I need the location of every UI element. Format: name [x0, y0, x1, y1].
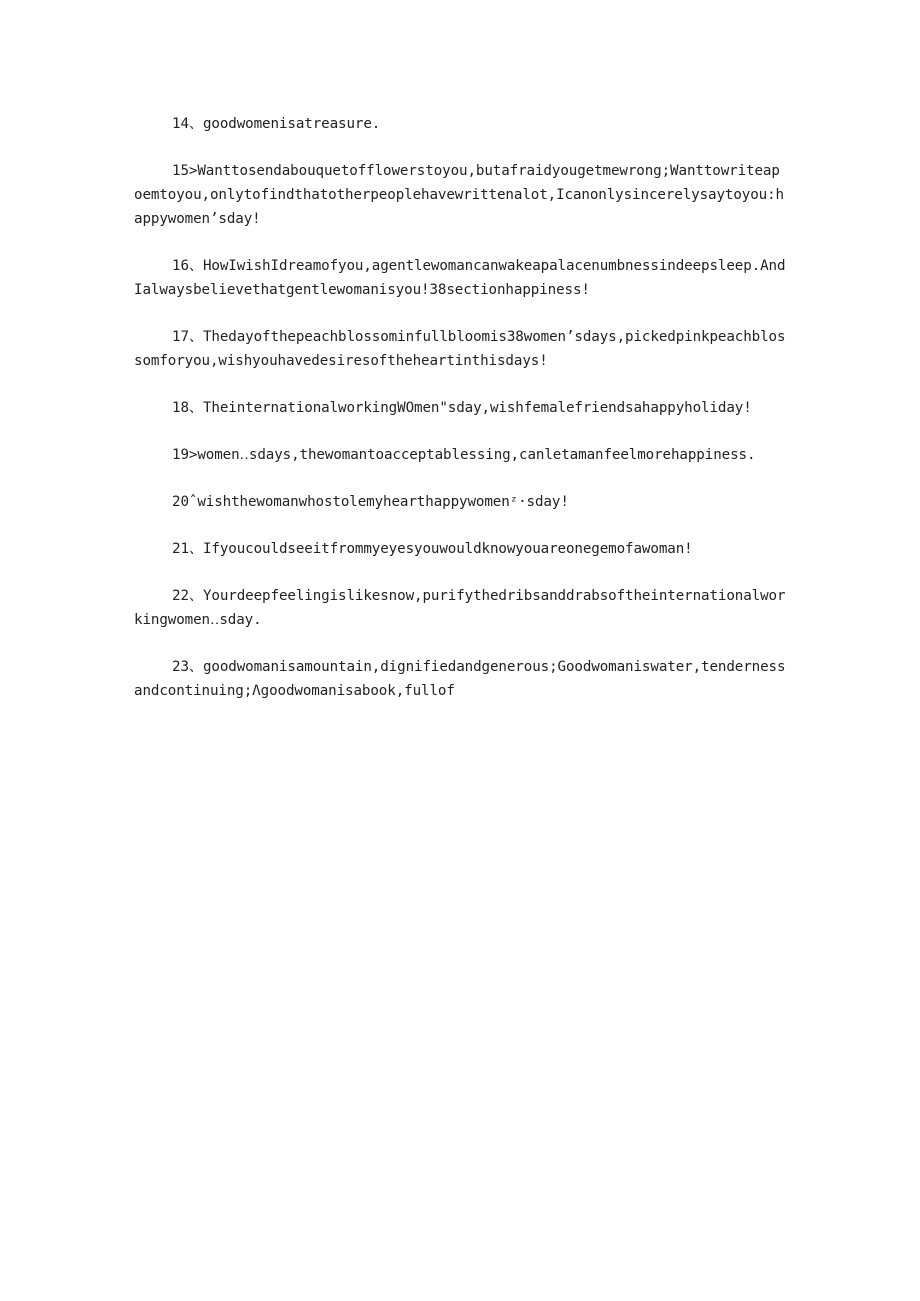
- paragraph-19: 19>women‥sdays,thewomantoacceptablessing,canletamanfeelmorehappiness.: [172, 447, 756, 463]
- paragraph-spacer: [134, 373, 788, 396]
- paragraph-21: 21、Ifyoucouldseeitfrommyeyesyouwouldknowyouareonegemofawoman!: [172, 541, 693, 557]
- document-body: [134, 112, 788, 703]
- paragraph-spacer: [134, 561, 788, 584]
- paragraph-18: 18、TheinternationalworkingWOmen"sday,wishfemalefriendsahappyholiday!: [172, 400, 752, 416]
- paragraph-spacer: [134, 467, 788, 490]
- paragraph-15: 15>Wanttosendabouquetofflowerstoyou,butafraidyougetmewrong;Wanttowriteapoemtoyou,onlytofindthatotherpeoplehavewrittenalot,Icanonlysincerelysaytoyou:happywomen’sday!: [134, 163, 785, 227]
- paragraph-16: 16、HowIwishIdreamofyou,agentlewomancanwakeapalacenumbnessindeepsleep.AndIalwaysbelievethatgentlewomanisyou!38sectionhappiness!: [134, 258, 786, 298]
- paragraph-22: 22、Yourdeepfeelingislikesnow,purifythedribsanddrabsoftheinternationalworkingwomen‥sday.: [134, 588, 786, 628]
- paragraph-spacer: [134, 632, 788, 655]
- paragraph-17: 17、Thedayofthepeachblossominfullbloomis38women’sdays,pickedpinkpeachblossomforyou,wishyouhavedesiresoftheheartinthisdays!: [134, 329, 786, 369]
- paragraph-spacer: [134, 136, 788, 159]
- paragraph-spacer: [134, 231, 788, 254]
- paragraph-spacer: [134, 420, 788, 443]
- paragraph-23: 23、goodwomanisamountain,dignifiedandgenerous;Goodwomaniswater,tendernessandcontinuing;Λgoodwomanisabook,fullof: [134, 659, 786, 699]
- paragraph-14: 14、goodwomenisatreasure.: [172, 116, 381, 132]
- paragraph-spacer: [134, 302, 788, 325]
- paragraph-spacer: [134, 514, 788, 537]
- paragraph-20: 20ˆwishthewomanwhostolemyhearthappywomenᶻ·sday!: [172, 494, 569, 510]
